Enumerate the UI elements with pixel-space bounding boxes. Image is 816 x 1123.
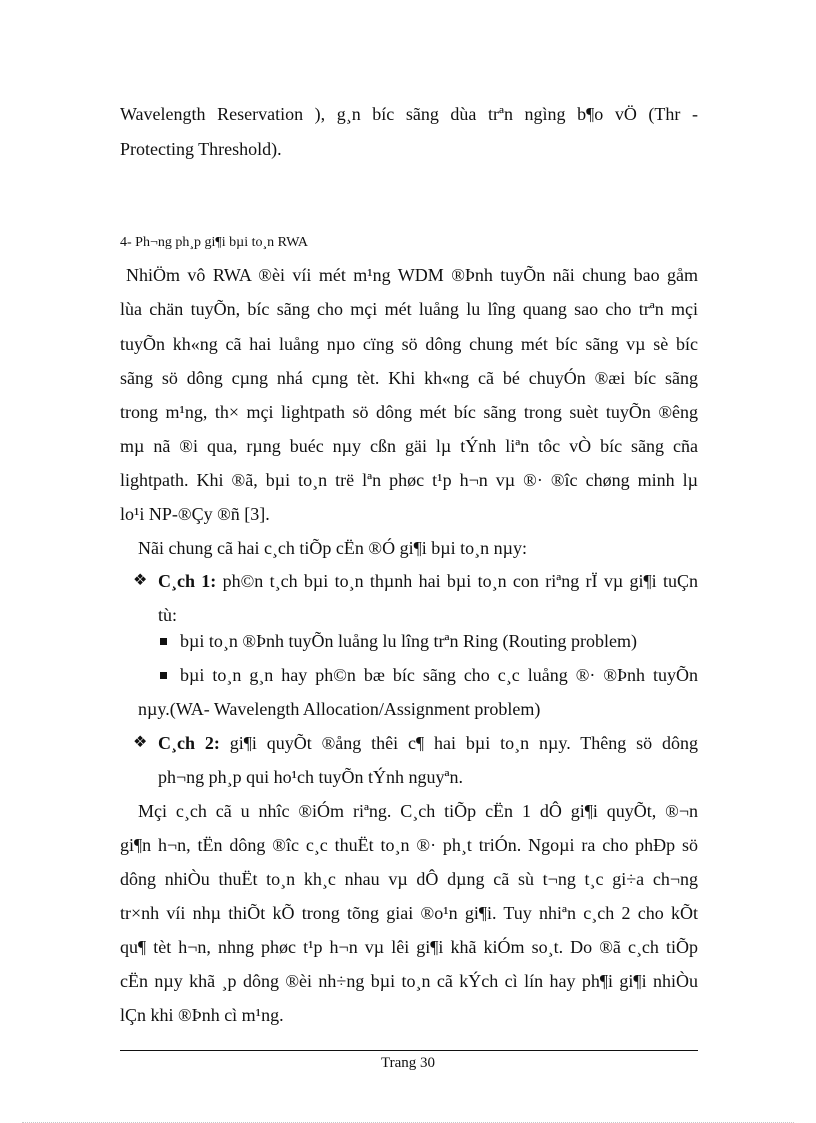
para1-line-2: lùa chän tuyÕn, bíc sãng cho mçi mét luång lu lîng quang sao cho trªn mçi	[120, 299, 698, 319]
para3-line-2: gi¶n h¬n, tËn dông ®îc c¸c thuËt to¸n ®· ph¸t triÓn. Ngoµi ra cho phÐp sö	[120, 835, 698, 855]
square-bullet-icon	[160, 638, 167, 645]
para1-line-6: mµ nã ®i qua, rµng buéc nµy cßn gäi lµ tÝnh liªn tôc vÒ bíc sãng cña	[120, 436, 698, 456]
sub-item-1: bµi to¸n ®Þnh tuyÕn luång lu lîng trªn Ring (Routing problem)	[180, 631, 637, 651]
intro-line-1: Wavelength Reservation ), g¸n bíc sãng dùa trªn ngìng b¶o vÖ (Thr -	[120, 104, 698, 124]
method2-line-2: ph¬ng ph¸p qui ho¹ch tuyÕn tÝnh nguyªn.	[158, 767, 463, 787]
para3-line-6: cËn nµy khã ¸p dông ®èi nh÷ng bµi to¸n cã kÝch cì lín hay ph¶i gi¶i nhiÒu	[120, 971, 698, 991]
diamond-bullet-icon: ❖	[133, 734, 148, 751]
method1-line-1	[158, 570, 698, 592]
method2-line-1	[158, 732, 698, 754]
sub-item-2: bµi to¸n g¸n hay ph©n bæ bíc sãng cho c¸c luång ®· ®Þnh tuyÕn	[180, 665, 698, 685]
intro-line-2: Protecting Threshold).	[120, 139, 282, 159]
para1-line-7: lightpath. Khi ®ã, bµi to¸n trë lªn phøc t¹p h¬n vµ ®· ®îc chøng minh lµ	[120, 470, 698, 490]
para1-line-3: tuyÕn kh«ng cã hai luång nµo cïng sö dông chung mét bíc sãng vµ sè bíc	[120, 334, 698, 354]
para3-line-3: dông nhiÒu thuËt to¸n kh¸c nhau vµ dÔ dµng cã sù t¬ng t¸c gi÷a ch¬ng	[120, 869, 698, 889]
method2-label: C¸ch 2:	[158, 733, 220, 753]
para3-line-5: qu¶ tèt h¬n, nhng phøc t¹p h¬n vµ lêi gi¶i khã kiÓm so¸t. Do ®ã c¸ch tiÕp	[120, 937, 698, 957]
para1-line-5: trong m¹ng, th× mçi lightpath sö dông mét bíc sãng trong suèt tuyÕn ®êng	[120, 402, 698, 422]
footer-rule	[120, 1050, 698, 1051]
para1-line-4: sãng sö dông cµng nhá cµng tèt. Khi kh«ng cã bé chuyÓn ®æi bíc sãng	[120, 368, 698, 388]
method1-label: C¸ch 1:	[158, 571, 217, 591]
para3-line-4: tr×nh víi nhµ thiÕt kÕ trong tõng giai ®o¹n gi¶i. Tuy nhiªn c¸ch 2 cho kÕt	[120, 903, 698, 923]
para1-line-1: NhiÖm vô RWA ®èi víi mét m¹ng WDM ®Þnh tuyÕn nãi chung bao gåm	[126, 265, 698, 285]
para3-line-7: lÇn khi ®Þnh cì m¹ng.	[120, 1005, 284, 1025]
method2-text: gi¶i quyÕt ®ång thêi c¶ hai bµi to¸n nµy. Thêng sö dông	[219, 733, 698, 753]
method1-text: ph©n t¸ch bµi to¸n thµnh hai bµi to¸n con riªng rÏ vµ gi¶i tuÇn	[216, 571, 698, 591]
square-bullet-icon	[160, 672, 167, 679]
page-number: Trang 30	[380, 1055, 436, 1071]
method1-line-2: tù:	[158, 605, 178, 625]
diamond-bullet-icon: ❖	[133, 572, 148, 589]
para1-line-8: lo¹i NP-®Çy ®ñ [3].	[120, 504, 270, 524]
para2: Nãi chung cã hai c¸ch tiÕp cËn ®Ó gi¶i bµi to¸n nµy:	[138, 538, 527, 558]
sub-item-2-cont: nµy.(WA- Wavelength Allocation/Assignment problem)	[138, 699, 541, 719]
section-heading: 4- Ph¬ng ph¸p gi¶i bµi to¸n RWA	[120, 235, 308, 250]
para3-line-1: Mçi c¸ch cã u nhîc ®iÓm riªng. C¸ch tiÕp cËn 1 dÔ gi¶i quyÕt, ®¬n	[138, 801, 698, 821]
